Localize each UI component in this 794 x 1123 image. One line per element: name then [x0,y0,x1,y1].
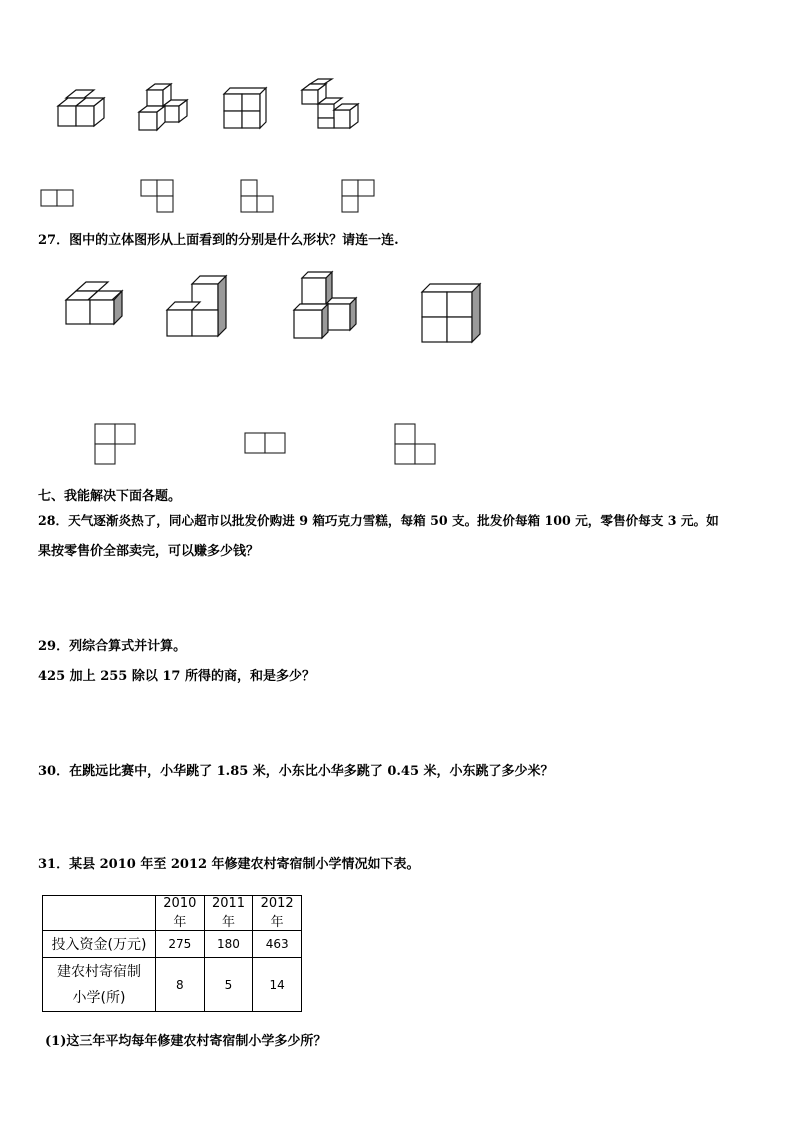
table-header-row [43,896,302,931]
solid-figure-4 [302,79,358,128]
question-29-line-2: 425 加上 255 除以 17 所得的商，和是多少？ [38,669,315,684]
table-row [43,931,302,958]
question-27: 27．图中的立体图形从上面看到的分别是什么形状？请连一连. [38,233,399,248]
section-7-title: 七、我能解决下面各题。 [38,489,182,504]
solid-figure-3 [224,88,266,128]
top-views-q27 [90,420,440,470]
question-28-line-1: 28．天气逐渐炎热了，同心超市以批发价购进 9 箱巧克力雪糕，每箱 50 支。批发价每箱 100 元，零售价每支 3 元。如 [38,513,719,528]
solid-figures-top-row [40,78,370,138]
top-view-d [342,180,374,212]
q27-solid-a [66,282,122,324]
table-header-2010: 2010 年 [156,896,205,931]
table-header-2012: 2012 年 [253,896,302,931]
solid-figure-2 [139,84,187,130]
row-label-schools [43,958,156,1012]
table-cell: 275 [156,931,205,958]
question-28-line-2: 果按零售价全部卖完，可以赚多少钱？ [38,544,260,559]
question-31: 31．某县 2010 年至 2012 年修建农村寄宿制小学情况如下表。 [38,857,420,872]
top-view-c [241,180,273,212]
question-29-line-1: 29．列综合算式并计算。 [38,639,187,654]
table-cell: 180 [204,931,253,958]
table-cell: 8 [156,958,205,1012]
question-30: 30．在跳远比赛中，小华跳了 1.85 米，小东比小华多跳了 0.45 米，小东跳了多少米？ [38,764,554,779]
table-cell: 5 [204,958,253,1012]
top-views-top-row [40,178,380,218]
row-label-schools-line-2: 小学(所) [72,989,126,1006]
table-cell: 463 [253,931,302,958]
table-header-blank [43,896,156,931]
q27-solid-c [294,272,356,338]
construction-table [42,895,302,1012]
row-label-investment: 投入资金(万元) [43,931,156,958]
top-view-b [141,180,173,212]
solid-figure-1 [58,90,104,126]
q27-top-view-1 [95,424,135,464]
row-label-schools-line-1: 建农村寄宿制 [57,963,141,980]
question-31-part-1: (1)这三年平均每年修建农村寄宿制小学多少所？ [45,1034,327,1049]
q27-top-view-2 [245,433,285,453]
q27-solid-d [422,284,480,342]
q27-solid-b [167,276,226,336]
table-header-2011: 2011 年 [204,896,253,931]
table-row [43,958,302,1012]
solid-figures-q27 [60,268,490,348]
top-view-a [41,190,73,206]
table-cell: 14 [253,958,302,1012]
q27-top-view-3 [395,424,435,464]
